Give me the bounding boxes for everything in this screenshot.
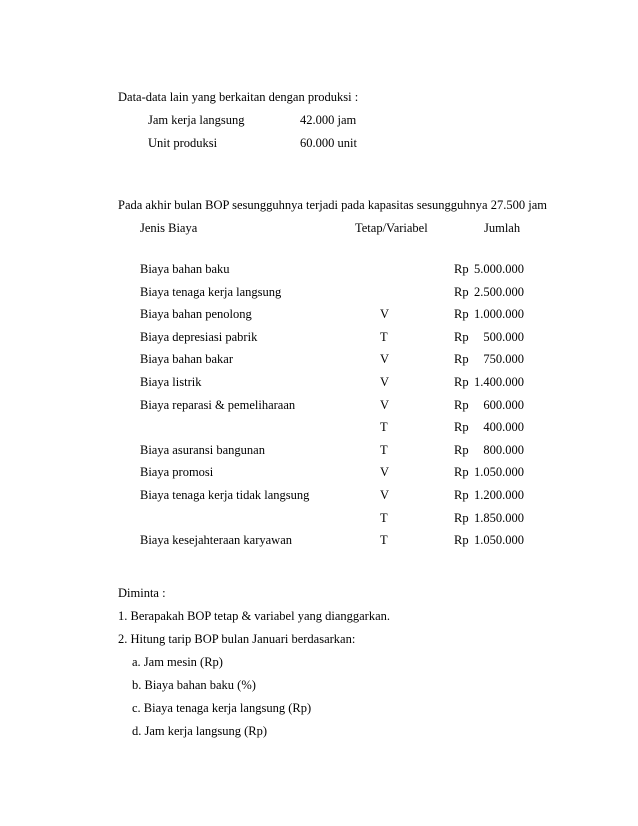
header-tetap-variabel: Tetap/Variabel — [355, 221, 428, 235]
question-2: 2. Hitung tarip BOP bulan Januari berdasarkan: — [118, 632, 356, 646]
row-amount: 1.200.000 — [474, 488, 524, 502]
question-1: 1. Berapakah BOP tetap & variabel yang dianggarkan. — [118, 609, 391, 623]
row-currency: Rp — [454, 465, 469, 479]
row-type-code: T — [380, 443, 388, 457]
table-row — [0, 285, 638, 299]
subitem: b. Biaya bahan baku (%) — [132, 678, 256, 692]
row-amount: 600.000 — [483, 398, 524, 412]
intro-heading: Data-data lain yang berkaitan dengan produksi : — [118, 90, 359, 104]
header-jumlah: Jumlah — [484, 221, 521, 235]
bop-heading: Pada akhir bulan BOP sesungguhnya terjadi pada kapasitas sesungguhnya 27.500 jam — [118, 198, 547, 212]
table-row — [0, 307, 638, 321]
row-type-code: T — [380, 533, 388, 547]
row-currency: Rp — [454, 375, 469, 389]
table-row — [0, 330, 638, 344]
row-label: Biaya listrik — [140, 375, 202, 389]
intro-item-label: Jam kerja langsung — [148, 113, 245, 127]
row-currency: Rp — [454, 285, 469, 299]
row-amount: 1.400.000 — [474, 375, 524, 389]
row-currency: Rp — [454, 533, 469, 547]
row-currency: Rp — [454, 398, 469, 412]
row-type-code: V — [380, 465, 390, 479]
row-label: Biaya reparasi & pemeliharaan — [140, 398, 296, 412]
row-type-code: T — [380, 420, 388, 434]
row-amount: 800.000 — [483, 443, 524, 457]
row-label: Biaya bahan bakar — [140, 352, 234, 366]
row-currency: Rp — [454, 511, 469, 525]
row-currency: Rp — [454, 352, 469, 366]
table-row — [0, 511, 638, 525]
table-row — [0, 420, 638, 434]
row-amount: 750.000 — [483, 352, 524, 366]
table-row — [0, 465, 638, 479]
row-type-code: T — [380, 511, 388, 525]
row-label: Biaya asuransi bangunan — [140, 443, 265, 457]
row-amount: 400.000 — [483, 420, 524, 434]
row-amount: 2.500.000 — [474, 285, 524, 299]
row-amount: 500.000 — [483, 330, 524, 344]
row-label: Biaya bahan baku — [140, 262, 230, 276]
row-label: Biaya depresiasi pabrik — [140, 330, 258, 344]
table-row — [0, 398, 638, 412]
row-amount: 1.050.000 — [474, 465, 524, 479]
row-currency: Rp — [454, 307, 469, 321]
row-amount: 1.850.000 — [474, 511, 524, 525]
row-currency: Rp — [454, 488, 469, 502]
row-amount: 5.000.000 — [474, 262, 524, 276]
row-type-code: V — [380, 307, 390, 321]
row-type-code: V — [380, 488, 390, 502]
row-amount: 1.000.000 — [474, 307, 524, 321]
row-type-code: V — [380, 398, 390, 412]
row-currency: Rp — [454, 443, 469, 457]
row-currency: Rp — [454, 330, 469, 344]
diminta-heading: Diminta : — [118, 586, 166, 600]
intro-item-value: 42.000 jam — [300, 113, 357, 127]
row-amount: 1.050.000 — [474, 533, 524, 547]
row-label: Biaya tenaga kerja tidak langsung — [140, 488, 310, 502]
row-label: Biaya promosi — [140, 465, 214, 479]
row-currency: Rp — [454, 420, 469, 434]
table-row — [0, 375, 638, 389]
row-label: Biaya bahan penolong — [140, 307, 252, 321]
table-row — [0, 262, 638, 276]
table-row — [0, 533, 638, 547]
row-currency: Rp — [454, 262, 469, 276]
intro-item-value: 60.000 unit — [300, 136, 357, 150]
subitem: d. Jam kerja langsung (Rp) — [132, 724, 268, 738]
row-label: Biaya kesejahteraan karyawan — [140, 533, 293, 547]
intro-item-label: Unit produksi — [148, 136, 218, 150]
table-row — [0, 443, 638, 457]
row-type-code: V — [380, 375, 390, 389]
row-type-code: T — [380, 330, 388, 344]
header-jenis-biaya: Jenis Biaya — [140, 221, 198, 235]
subitem: a. Jam mesin (Rp) — [132, 655, 223, 669]
row-type-code: V — [380, 352, 390, 366]
row-label: Biaya tenaga kerja langsung — [140, 285, 282, 299]
subitem: c. Biaya tenaga kerja langsung (Rp) — [132, 701, 312, 715]
table-row — [0, 352, 638, 366]
table-row — [0, 488, 638, 502]
